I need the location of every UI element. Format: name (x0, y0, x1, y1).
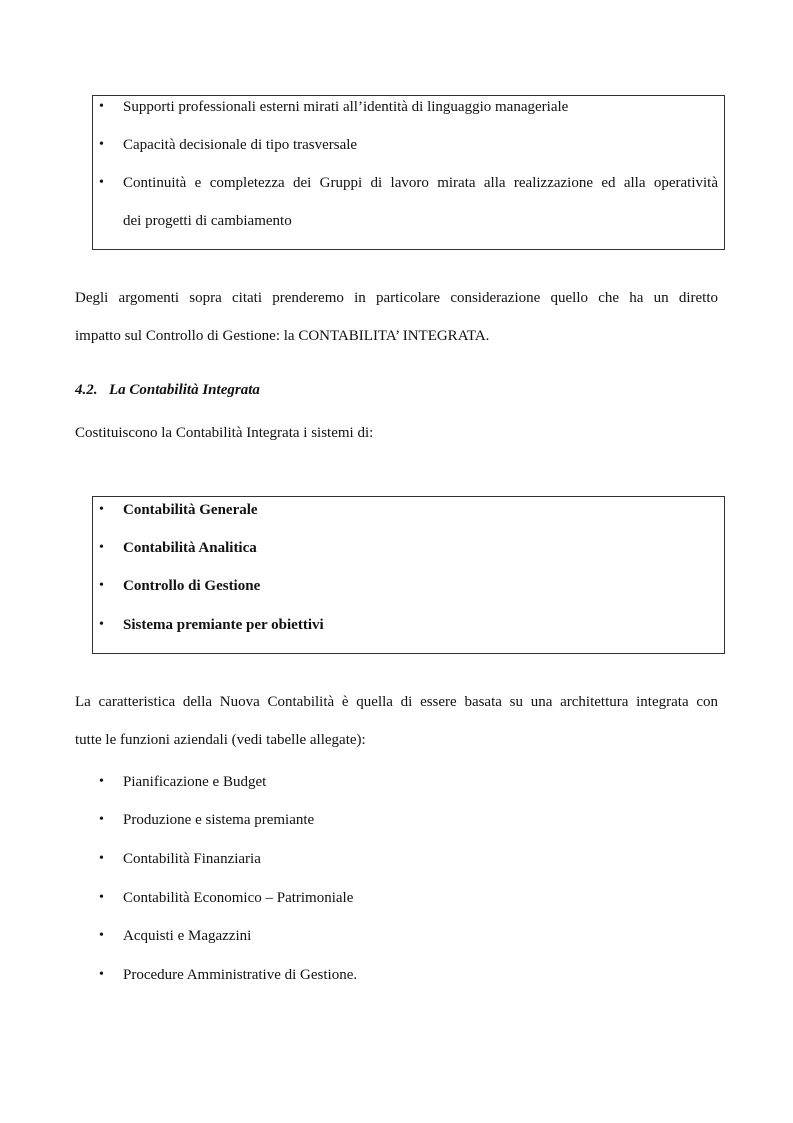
box1-item-3: Continuità e completezza dei Gruppi di lavoro mirata alla realizzazione ed alla operatività (123, 175, 718, 191)
section-heading (75, 380, 260, 400)
box2-item-1: Contabilità Generale (123, 502, 258, 518)
box1-item-2: Capacità decisionale di tipo trasversale (123, 137, 358, 153)
list-item: Procedure Amministrative di Gestione. (123, 967, 358, 983)
section-title: La Contabilità Integrata (109, 382, 260, 398)
box1-item-1: Supporti professionali esterni mirati all’identità di linguaggio manageriale (123, 99, 569, 115)
paragraph-2-line-2: tutte le funzioni aziendali (vedi tabelle allegate): (75, 732, 366, 748)
list-item: Contabilità Finanziaria (123, 851, 261, 867)
bullet-icon: • (99, 502, 104, 517)
bullet-icon: • (99, 851, 104, 866)
bullet-icon: • (99, 175, 104, 190)
intro-text: Costituiscono la Contabilità Integrata i sistemi di: (75, 425, 374, 441)
bullet-icon: • (99, 540, 104, 555)
list-item: Produzione e sistema premiante (123, 812, 315, 828)
paragraph-1-line-2: impatto sul Controllo di Gestione: la CONTABILITA’ INTEGRATA. (75, 328, 490, 344)
paragraph-1-line-1: Degli argomenti sopra citati prenderemo in particolare considerazione quello che ha un diretto (75, 290, 718, 306)
box1-item-3-continuation: dei progetti di cambiamento (123, 213, 292, 229)
bullet-icon: • (99, 967, 104, 982)
box2-item-2: Contabilità Analitica (123, 540, 257, 556)
bullet-icon: • (99, 578, 104, 593)
bullet-icon: • (99, 812, 104, 827)
list-item: Acquisti e Magazzini (123, 928, 252, 944)
bullet-icon: • (99, 99, 104, 114)
box2-item-3: Controllo di Gestione (123, 578, 261, 594)
bullet-icon: • (99, 774, 104, 789)
box2-item-4: Sistema premiante per obiettivi (123, 617, 324, 633)
list-item: Pianificazione e Budget (123, 774, 267, 790)
bullet-icon: • (99, 890, 104, 905)
bullet-icon: • (99, 928, 104, 943)
bullet-icon: • (99, 137, 104, 152)
list-item: Contabilità Economico – Patrimoniale (123, 890, 354, 906)
section-number: 4.2. (75, 382, 98, 398)
bullet-icon: • (99, 617, 104, 632)
paragraph-2-line-1: La caratteristica della Nuova Contabilità è quella di essere basata su una architettura integrata con (75, 694, 718, 710)
